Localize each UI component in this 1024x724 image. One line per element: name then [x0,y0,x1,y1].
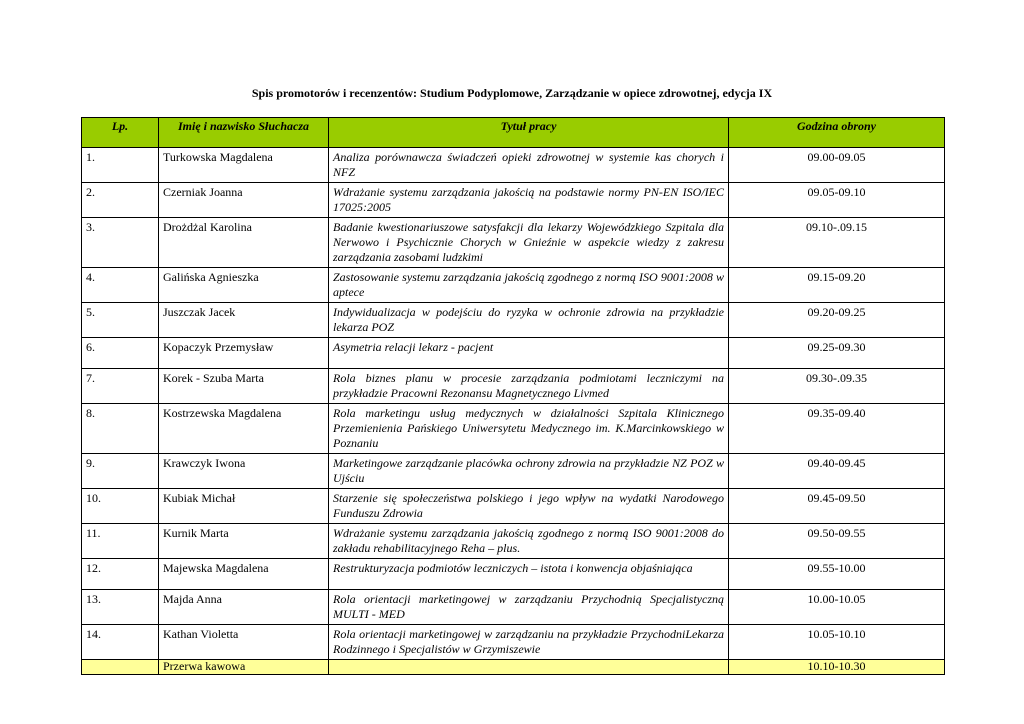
row-number: 9. [82,454,159,489]
thesis-title: Asymetria relacji lekarz - pacjent [329,338,729,369]
defense-time: 09.30-.09.35 [729,369,945,404]
row-number: 12. [82,559,159,590]
table-row [82,559,945,590]
break-title-cell [329,660,729,675]
row-number: 7. [82,369,159,404]
thesis-title: Badanie kwestionariuszowe satysfakcji dla lekarzy Wojewódzkiego Szpitala dla Nerwowo i Psychicznie Chorych w Gnieźnie w aspekcie wiedzy z zakresu zarządzania zasobami ludzkimi [329,218,729,268]
thesis-title: Indywidualizacja w podejściu do ryzyka w ochronie zdrowia na przykładzie lekarza POZ [329,303,729,338]
defense-time: 09.45-09.50 [729,489,945,524]
defense-time: 09.50-09.55 [729,524,945,559]
row-number: 5. [82,303,159,338]
student-name: Kopaczyk Przemysław [159,338,329,369]
table-row [82,369,945,404]
defense-time: 09.25-09.30 [729,338,945,369]
column-header-title: Tytuł pracy [329,118,729,148]
defense-time: 09.55-10.00 [729,559,945,590]
table-row [82,303,945,338]
thesis-title: Rola orientacji marketingowej w zarządzaniu na przykładzie PrzychodniLekarza Rodzinnego i Specjalistów w Grzymiszewie [329,625,729,660]
defense-schedule-table [81,117,945,675]
thesis-title: Rola orientacji marketingowej w zarządzaniu Przychodnią Specjalistyczną MULTI - MED [329,590,729,625]
defense-time: 09.15-09.20 [729,268,945,303]
table-row [82,454,945,489]
thesis-title: Rola marketingu usług medycznych w działalności Szpitala Klinicznego Przemienienia Pańskiego Uniwersytetu Medycznego im. K.Marcinkowskiego w Poznaniu [329,404,729,454]
thesis-title: Zastosowanie systemu zarządzania jakością zgodnego z normą ISO 9001:2008 w aptece [329,268,729,303]
thesis-title: Rola biznes planu w procesie zarządzania podmiotami leczniczymi na przykładzie Pracowni Rezonansu Magnetycznego Livmed [329,369,729,404]
table-row [82,338,945,369]
column-header-time: Godzina obrony [729,118,945,148]
row-number: 6. [82,338,159,369]
row-number: 2. [82,183,159,218]
table-header-row [82,118,945,148]
student-name: Majewska Magdalena [159,559,329,590]
student-name: Kurnik Marta [159,524,329,559]
coffee-break-row [82,660,945,675]
student-name: Kubiak Michał [159,489,329,524]
table-row [82,625,945,660]
thesis-title: Starzenie się społeczeństwa polskiego i jego wpływ na wydatki Narodowego Funduszu Zdrowia [329,489,729,524]
defense-time: 09.05-09.10 [729,183,945,218]
row-number: 3. [82,218,159,268]
row-number: 4. [82,268,159,303]
table-row [82,524,945,559]
defense-time: 09.00-09.05 [729,148,945,183]
student-name: Czerniak Joanna [159,183,329,218]
page-title: Spis promotorów i recenzentów: Studium Podyplomowe, Zarządzanie w opiece zdrowotnej, edycja IX [251,86,773,100]
column-header-lp: Lp. [82,118,159,148]
row-number: 8. [82,404,159,454]
table-row [82,183,945,218]
student-name: Majda Anna [159,590,329,625]
defense-time: 09.35-09.40 [729,404,945,454]
row-number: 13. [82,590,159,625]
student-name: Korek - Szuba Marta [159,369,329,404]
defense-time: 09.40-09.45 [729,454,945,489]
thesis-title: Wdrażanie systemu zarządzania jakością zgodnego z normą ISO 9001:2008 do zakładu rehabilitacyjnego Reha – plus. [329,524,729,559]
defense-time: 10.05-10.10 [729,625,945,660]
break-label: Przerwa kawowa [159,660,329,675]
row-number: 11. [82,524,159,559]
column-header-name: Imię i nazwisko Słuchacza [159,118,329,148]
student-name: Kostrzewska Magdalena [159,404,329,454]
thesis-title: Analiza porównawcza świadczeń opieki zdrowotnej w systemie kas chorych i NFZ [329,148,729,183]
student-name: Juszczak Jacek [159,303,329,338]
thesis-title: Restrukturyzacja podmiotów leczniczych – istota i konwencja objaśniająca [329,559,729,590]
thesis-title: Marketingowe zarządzanie placówka ochrony zdrowia na przykładzie NZ POZ w Ujściu [329,454,729,489]
student-name: Galińska Agnieszka [159,268,329,303]
student-name: Kathan Violetta [159,625,329,660]
table-row [82,218,945,268]
student-name: Krawczyk Iwona [159,454,329,489]
break-lp-cell [82,660,159,675]
student-name: Drożdżal Karolina [159,218,329,268]
table-row [82,404,945,454]
table-row [82,590,945,625]
defense-time: 09.10-.09.15 [729,218,945,268]
student-name: Turkowska Magdalena [159,148,329,183]
table-row [82,268,945,303]
row-number: 10. [82,489,159,524]
row-number: 1. [82,148,159,183]
table-row [82,148,945,183]
defense-time: 10.00-10.05 [729,590,945,625]
table-row [82,489,945,524]
thesis-title: Wdrażanie systemu zarządzania jakością na podstawie normy PN-EN ISO/IEC 17025:2005 [329,183,729,218]
row-number: 14. [82,625,159,660]
defense-time: 09.20-09.25 [729,303,945,338]
break-time: 10.10-10.30 [729,660,945,675]
